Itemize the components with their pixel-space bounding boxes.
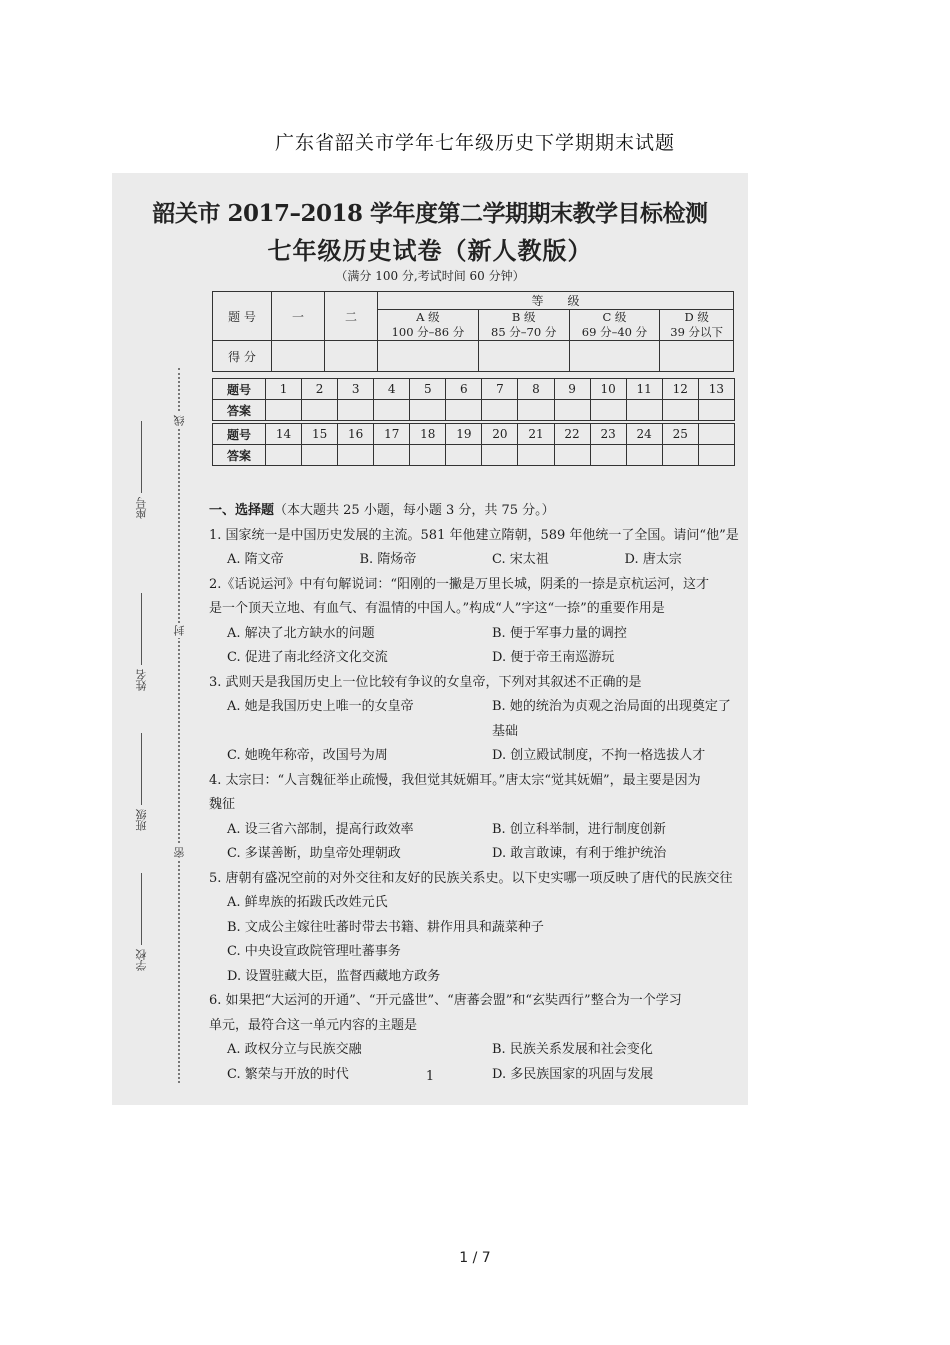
option-d[interactable]: D. 敢言敢谏，有利于维护统治 <box>492 846 667 861</box>
score-table-tihao: 题 号 <box>213 292 272 341</box>
options-row <box>209 818 739 843</box>
option-a[interactable]: A. 鲜卑族的拓跋氏改姓元氏 <box>227 895 388 910</box>
grade-c: C 级 69 分–40 分 <box>569 310 660 341</box>
grade-b: B 级 85 分–70 分 <box>478 310 569 341</box>
school-label: 学校 <box>135 949 148 971</box>
binding-dotted-line <box>178 368 180 1083</box>
question-number-cell: 3 <box>338 379 374 400</box>
question-1 <box>209 524 739 573</box>
options-row <box>209 695 739 744</box>
grade-d: D 级 39 分以下 <box>660 310 734 341</box>
answer-cell[interactable] <box>626 445 662 466</box>
option-d[interactable]: D. 创立殿试制度，不拘一格选拔人才 <box>492 748 706 763</box>
answer-cell[interactable] <box>482 400 518 421</box>
answer-cell[interactable] <box>374 400 410 421</box>
option-b[interactable]: B. 民族关系发展和社会变化 <box>492 1042 653 1057</box>
answer-cell[interactable] <box>518 400 554 421</box>
option-b[interactable]: B. 文成公主嫁往吐蕃时带去书籍、耕作用具和蔬菜种子 <box>227 919 544 935</box>
question-number-cell: 5 <box>410 379 446 400</box>
question-number-cell: 6 <box>446 379 482 400</box>
answer-cell[interactable] <box>698 445 734 466</box>
score-table-col1: 一 <box>272 292 325 341</box>
question-number-cell: 7 <box>482 379 518 400</box>
option-c[interactable]: C. 多谋善断，助皇帝处理朝政 <box>227 846 401 861</box>
options-row <box>209 744 739 769</box>
score-cell[interactable] <box>378 341 479 372</box>
name-label: 姓名 <box>135 669 148 691</box>
option-b[interactable]: B. 她的统治为贞观之治局面的出现奠定了基础 <box>492 699 731 739</box>
answer-cell[interactable] <box>338 445 374 466</box>
options-row <box>209 646 739 671</box>
options-row <box>209 842 739 867</box>
options-row <box>209 622 739 647</box>
option-b[interactable]: B. 隋炀帝 <box>359 552 417 567</box>
question-4 <box>209 769 739 867</box>
answer-table-tihao: 题号 <box>213 424 266 445</box>
question-stem: 是一个顶天立地、有血气、有温情的中国人。”构成“人”字这“一捺”的重要作用是 <box>209 601 665 616</box>
option-d[interactable]: D. 设置驻藏大臣，监督西藏地方政务 <box>227 968 441 984</box>
class-field[interactable] <box>134 733 150 831</box>
option-a[interactable]: A. 她是我国历史上唯一的女皇帝 <box>227 699 414 714</box>
scan-page-number: 1 <box>425 1069 435 1084</box>
document-title: 广东省韶关市学年七年级历史下学期期末试题 <box>274 132 675 154</box>
answer-cell[interactable] <box>446 400 482 421</box>
answer-cell[interactable] <box>410 400 446 421</box>
name-field[interactable] <box>134 593 150 691</box>
exam-title-main: 韶关市 2017–2018 学年度第二学期期末教学目标检测 <box>152 200 708 227</box>
option-c[interactable]: C. 繁荣与开放的时代 <box>227 1066 349 1082</box>
question-number-cell: 22 <box>554 424 590 445</box>
score-cell[interactable] <box>478 341 569 372</box>
answer-cell[interactable] <box>482 445 518 466</box>
question-stem: 魏征 <box>209 797 236 812</box>
exam-title-sub: 七年级历史试卷（新人教版） <box>267 236 593 265</box>
option-c[interactable]: C. 她晚年称帝，改国号为周 <box>227 748 388 763</box>
binding-mark-feng: 封 <box>173 625 186 636</box>
question-number-cell: 21 <box>518 424 554 445</box>
question-number-cell: 8 <box>518 379 554 400</box>
question-number-cell: 13 <box>698 379 734 400</box>
option-b[interactable]: B. 创立科举制，进行制度创新 <box>492 821 666 837</box>
seat-number-field[interactable] <box>134 421 150 519</box>
question-section <box>209 499 739 1087</box>
question-number-cell: 15 <box>302 424 338 445</box>
grade-a: A 级 100 分–86 分 <box>378 310 479 341</box>
answer-cell[interactable] <box>554 445 590 466</box>
question-number-cell: 25 <box>662 424 698 445</box>
question-number-cell: 17 <box>374 424 410 445</box>
answer-cell[interactable] <box>410 445 446 466</box>
question-number-cell: 14 <box>266 424 302 445</box>
question-number-cell: 19 <box>446 424 482 445</box>
score-cell[interactable] <box>272 341 325 372</box>
score-table <box>212 291 734 372</box>
answer-cell[interactable] <box>338 400 374 421</box>
question-number-cell: 1 <box>266 379 302 400</box>
question-stem: 6. 如果把“大运河的开通”、“开元盛世”、“唐蕃会盟”和“玄奘西行”整合为一个学习 <box>209 993 682 1008</box>
question-2 <box>209 573 739 671</box>
answer-cell[interactable] <box>554 400 590 421</box>
option-d[interactable]: D. 多民族国家的巩固与发展 <box>492 1066 654 1082</box>
question-number-cell <box>698 424 734 445</box>
question-number-cell: 4 <box>374 379 410 400</box>
answer-cell[interactable] <box>446 445 482 466</box>
answer-table-daan: 答案 <box>213 400 266 421</box>
option-d[interactable]: D. 唐太宗 <box>624 552 682 567</box>
score-table-col2: 二 <box>325 292 378 341</box>
answer-table-tihao: 题号 <box>213 379 266 400</box>
option-c[interactable]: C. 中央设宣政院管理吐蕃事务 <box>227 944 401 959</box>
answer-cell[interactable] <box>662 445 698 466</box>
answer-cell[interactable] <box>302 445 338 466</box>
question-number-cell: 20 <box>482 424 518 445</box>
question-stem: 4. 太宗曰：“人言魏征举止疏慢，我但觉其妩媚耳。”唐太宗“觉其妩媚”，最主要是因为 <box>209 772 701 788</box>
options-row <box>209 1038 739 1063</box>
scanned-exam-page <box>112 173 748 1105</box>
question-stem: 单元，最符合这一单元内容的主题是 <box>209 1017 418 1033</box>
answer-cell[interactable] <box>698 400 734 421</box>
option-a[interactable]: A. 隋文帝 <box>227 552 284 567</box>
question-number-cell: 16 <box>338 424 374 445</box>
option-b[interactable]: B. 便于军事力量的调控 <box>492 625 627 641</box>
question-number-cell: 23 <box>590 424 626 445</box>
option-a[interactable]: A. 解决了北方缺水的问题 <box>227 625 375 641</box>
answer-cell[interactable] <box>662 400 698 421</box>
score-cell[interactable] <box>569 341 660 372</box>
answer-table-daan: 答案 <box>213 445 266 466</box>
option-a[interactable]: A. 政权分立与民族交融 <box>227 1042 362 1057</box>
binding-mark-xian: 线 <box>173 415 186 426</box>
question-3 <box>209 671 739 769</box>
answer-cell[interactable] <box>518 445 554 466</box>
question-number-cell: 11 <box>626 379 662 400</box>
answer-cell[interactable] <box>590 445 626 466</box>
exam-info: （满分 100 分,考试时间 60 分钟） <box>335 269 525 283</box>
option-a[interactable]: A. 设三省六部制，提高行政效率 <box>227 821 414 837</box>
option-c[interactable]: C. 促进了南北经济文化交流 <box>227 650 388 665</box>
answer-cell[interactable] <box>302 400 338 421</box>
answer-cell[interactable] <box>590 400 626 421</box>
question-stem: 1. 国家统一是中国历史发展的主流。581 年他建立隋朝，589 年他统一了全国。请问“他”是 <box>209 527 739 543</box>
score-cell[interactable] <box>660 341 734 372</box>
option-c[interactable]: C. 宋太祖 <box>492 552 549 567</box>
question-number-cell: 24 <box>626 424 662 445</box>
page-footer: 1 / 7 <box>459 1250 491 1266</box>
question-stem: 3. 武则天是我国历史上一位比较有争议的女皇帝，下列对其叙述不正确的是 <box>209 674 642 690</box>
options-row <box>209 548 739 573</box>
question-5 <box>209 867 739 990</box>
score-cell[interactable] <box>325 341 378 372</box>
answer-cell[interactable] <box>266 445 302 466</box>
question-number-cell: 18 <box>410 424 446 445</box>
answer-cell[interactable] <box>626 400 662 421</box>
question-number-cell: 10 <box>590 379 626 400</box>
binding-mark-mi: 密 <box>173 847 186 858</box>
section-heading: 一、选择题（本大题共 25 小题，每小题 3 分，共 75 分。） <box>209 503 555 518</box>
score-table-defen: 得 分 <box>213 341 272 372</box>
option-d[interactable]: D. 便于帝王南巡游玩 <box>492 650 615 665</box>
answer-cell[interactable] <box>374 445 410 466</box>
answer-table <box>212 378 735 466</box>
answer-cell[interactable] <box>266 400 302 421</box>
question-stem: 2.《话说运河》中有句解说词：“阳刚的一撇是万里长城，阴柔的一捺是京杭运河，这才 <box>209 576 710 592</box>
seat-number-label: 座号 <box>135 497 148 519</box>
school-field[interactable] <box>134 873 150 971</box>
score-table-dengji: 等 级 <box>378 292 734 310</box>
question-stem: 5. 唐朝有盛况空前的对外交往和友好的民族关系史。以下史实哪一项反映了唐代的民族交往 <box>209 870 733 886</box>
question-number-cell: 12 <box>662 379 698 400</box>
question-number-cell: 9 <box>554 379 590 400</box>
class-label: 班级 <box>135 809 148 831</box>
question-number-cell: 2 <box>302 379 338 400</box>
